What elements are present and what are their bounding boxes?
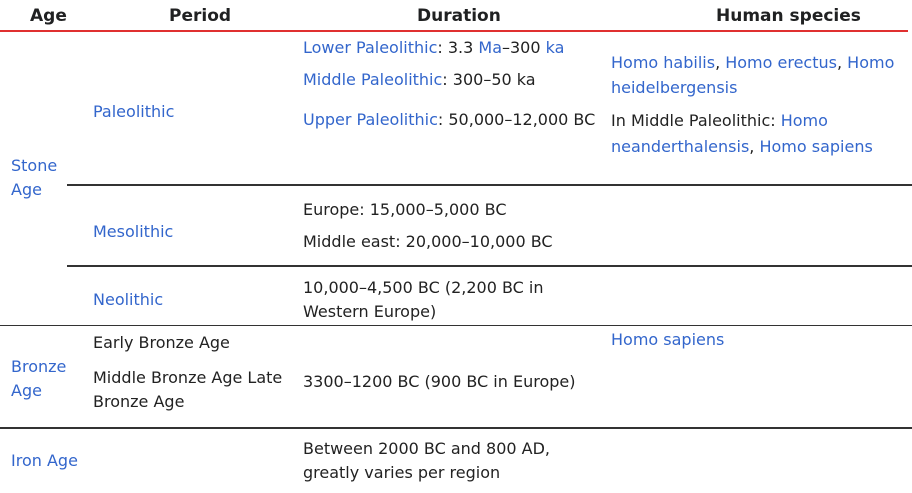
header-human-species: Human species <box>716 6 861 26</box>
period-mid-late-line2: Bronze Age <box>93 392 185 411</box>
homo-sapiens-link[interactable]: Homo sapiens <box>759 137 873 156</box>
age-stone-line2[interactable]: Age <box>11 180 42 199</box>
period-middle-late-bronze-age <box>93 366 282 414</box>
age-stone-line1[interactable]: Stone <box>11 156 58 175</box>
row-rule-mesolithic <box>67 265 912 267</box>
species-separator: , <box>836 53 848 72</box>
middle-paleolithic-link[interactable]: Middle Paleolithic <box>303 70 443 89</box>
iron-duration-line2: greatly varies per region <box>303 463 501 482</box>
duration-iron-age <box>303 437 550 485</box>
lower-paleolithic-link[interactable]: Lower Paleolithic <box>303 38 438 57</box>
duration-mesolithic-middle-east: Middle east: 20,000–10,000 BC <box>303 232 553 251</box>
duration-mesolithic-europe: Europe: 15,000–5,000 BC <box>303 200 507 219</box>
homo-neanderthalensis-link-part2[interactable]: neanderthalensis <box>611 137 750 156</box>
duration-middle-paleolithic <box>303 68 536 92</box>
age-bronze-line2[interactable]: Age <box>11 381 42 400</box>
duration-lower-paleolithic <box>303 36 564 60</box>
upper-paleolithic-text: : 50,000–12,000 BC <box>437 110 596 129</box>
species-separator: , <box>715 53 726 72</box>
homo-habilis-link[interactable]: Homo habilis <box>611 53 716 72</box>
row-rule-stone-age <box>0 325 912 326</box>
species-separator: , <box>749 137 760 156</box>
homo-neanderthalensis-link-part1[interactable]: Homo <box>780 111 828 130</box>
ka-link[interactable]: ka <box>545 38 565 57</box>
age-bronze-age[interactable] <box>11 355 66 403</box>
homo-heidelbergensis-link-part1[interactable]: Homo <box>847 53 895 72</box>
species-paleolithic-early <box>611 50 894 100</box>
header-rule <box>0 30 908 32</box>
duration-upper-paleolithic <box>303 108 595 132</box>
species-bronze-homo-sapiens[interactable]: Homo sapiens <box>611 330 725 349</box>
duration-neolithic <box>303 276 544 324</box>
period-paleolithic[interactable]: Paleolithic <box>93 102 175 121</box>
header-age: Age <box>30 6 67 26</box>
neolithic-duration-line2: Western Europe) <box>303 302 437 321</box>
row-rule-bronze-age <box>0 427 912 429</box>
age-bronze-line1[interactable]: Bronze <box>11 357 67 376</box>
duration-bronze-age: 3300–1200 BC (900 BC in Europe) <box>303 372 576 391</box>
ma-link[interactable]: Ma <box>478 38 502 57</box>
neolithic-duration-line1: 10,000–4,500 BC (2,200 BC in <box>303 278 544 297</box>
lower-paleolithic-text-a: : 3.3 <box>437 38 479 57</box>
header-duration: Duration <box>417 6 501 26</box>
period-mid-late-line1: Middle Bronze Age Late <box>93 368 283 387</box>
period-early-bronze-age: Early Bronze Age <box>93 333 230 352</box>
middle-paleolithic-text: : 300–50 ka <box>442 70 536 89</box>
period-mesolithic[interactable]: Mesolithic <box>93 222 174 241</box>
middle-paleolithic-prefix: In Middle Paleolithic: <box>611 111 781 130</box>
iron-duration-line1: Between 2000 BC and 800 AD, <box>303 439 551 458</box>
upper-paleolithic-link[interactable]: Upper Paleolithic <box>303 110 438 129</box>
period-neolithic[interactable]: Neolithic <box>93 290 164 309</box>
age-iron-age[interactable]: Iron Age <box>11 451 78 470</box>
header-period: Period <box>169 6 232 26</box>
homo-heidelbergensis-link-part2[interactable]: heidelbergensis <box>611 78 738 97</box>
lower-paleolithic-text-b: –300 <box>502 38 546 57</box>
species-middle-paleolithic <box>611 108 873 160</box>
row-rule-paleolithic <box>67 184 912 186</box>
age-stone-age[interactable] <box>11 154 57 202</box>
homo-erectus-link[interactable]: Homo erectus <box>725 53 837 72</box>
